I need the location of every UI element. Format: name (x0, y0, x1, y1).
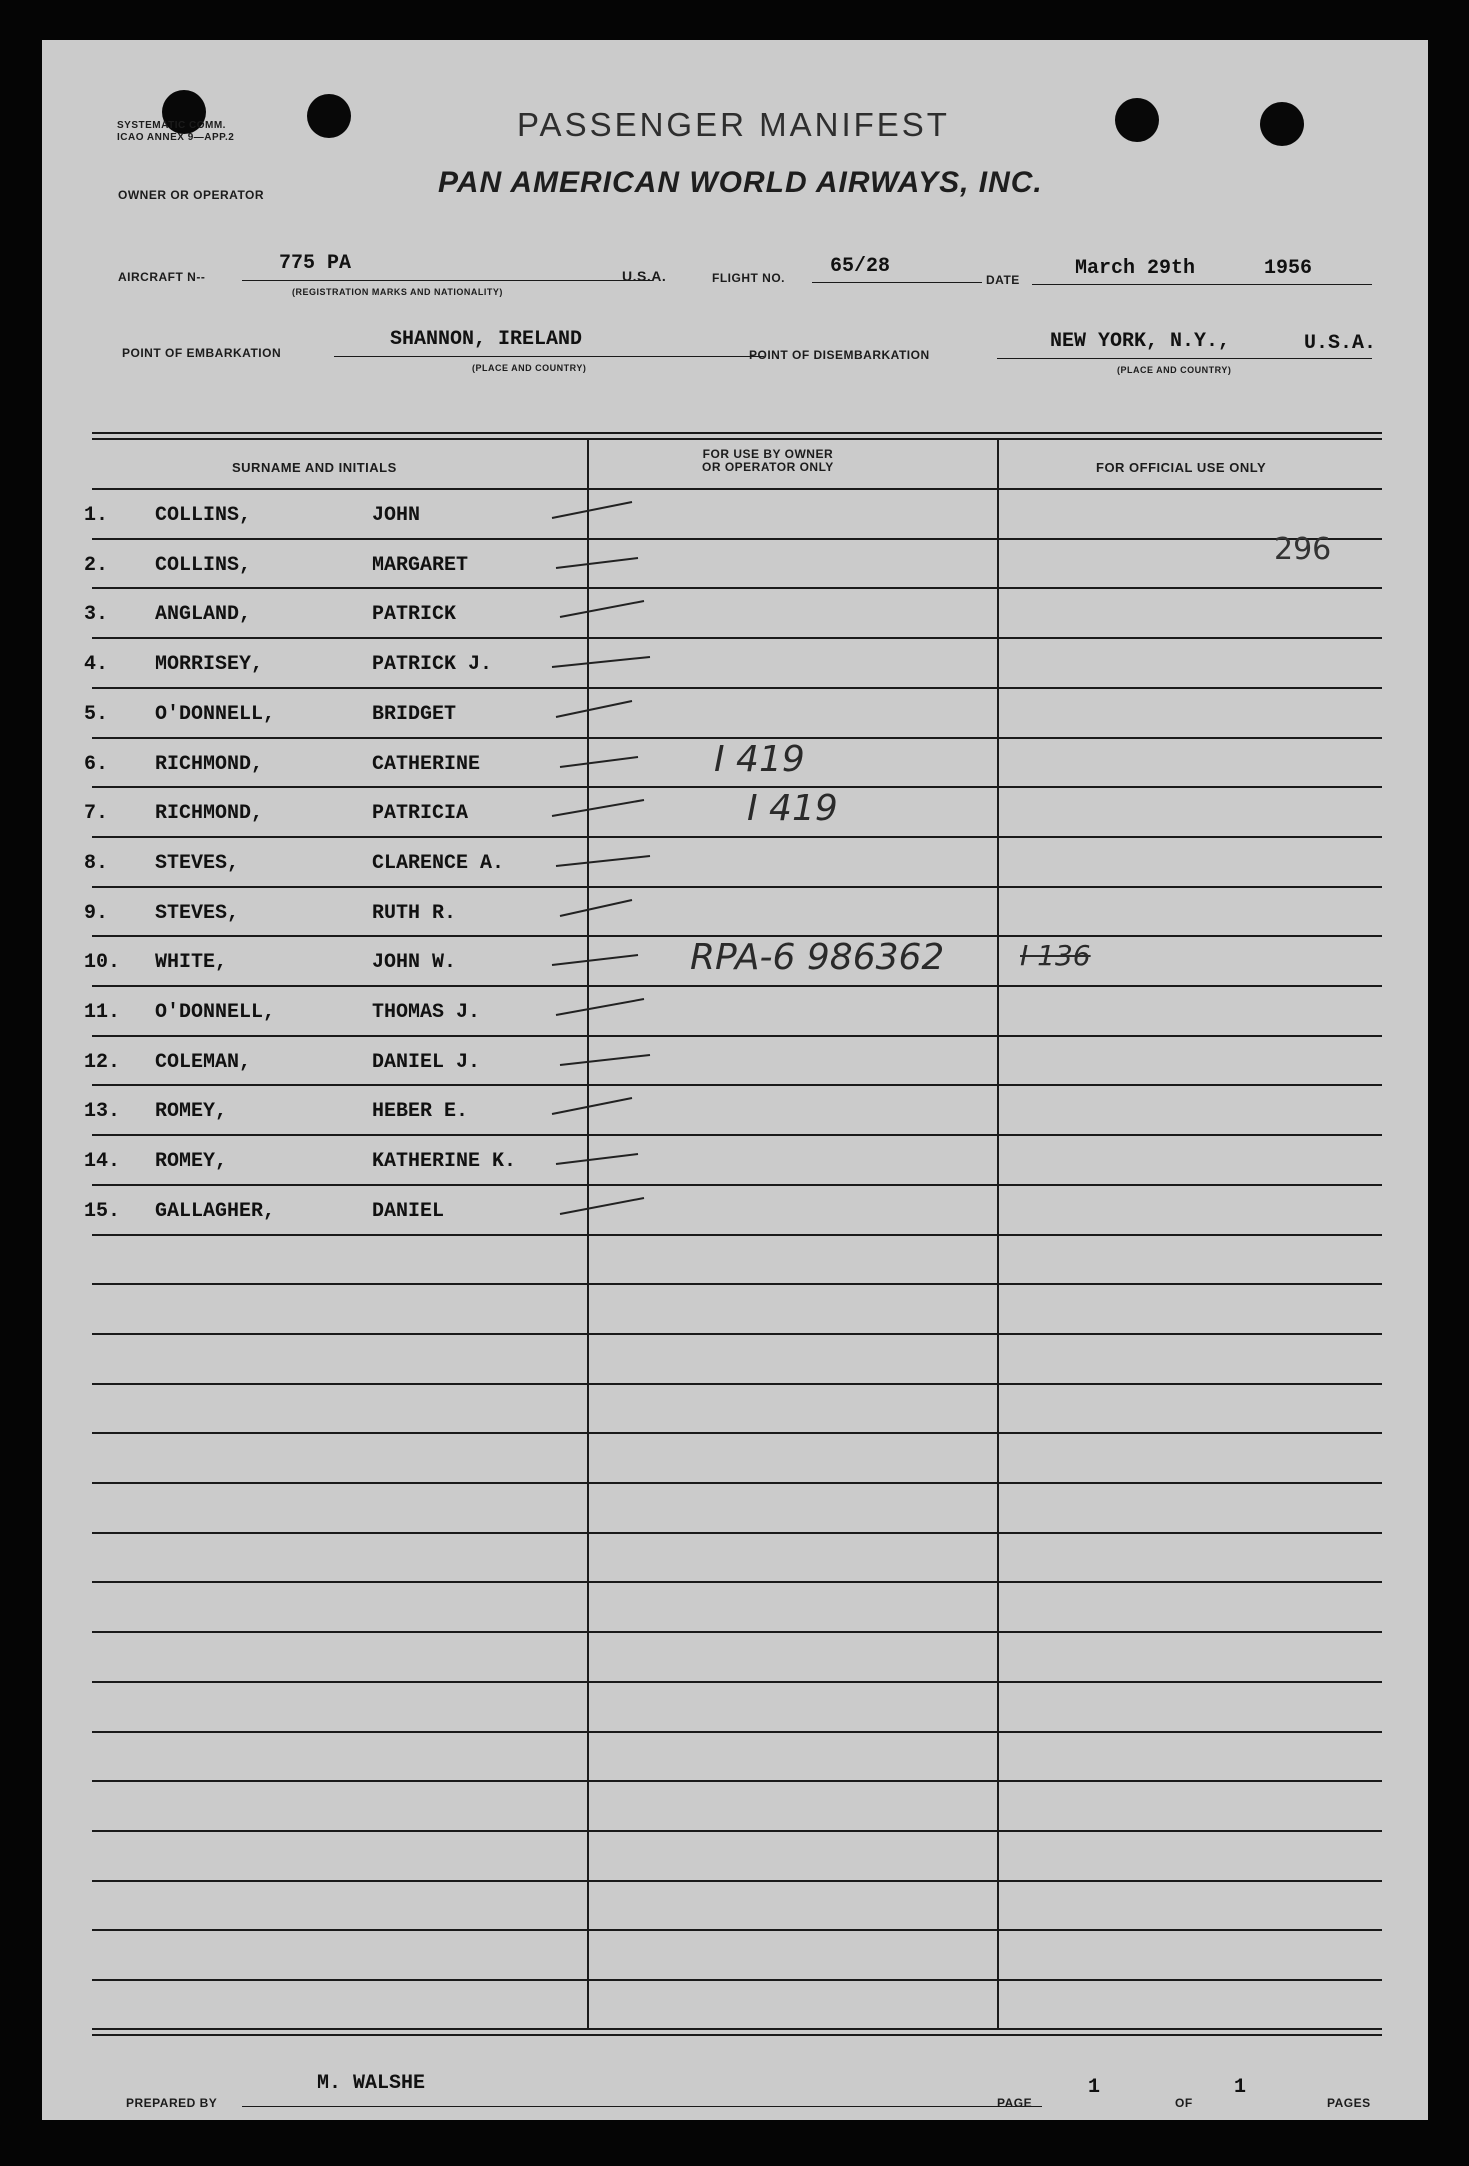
check-mark (560, 601, 644, 617)
passenger-surname: RICHMOND, (155, 802, 264, 825)
column-header-surname: SURNAME AND INITIALS (232, 460, 397, 475)
passenger-given-name: DANIEL (372, 1200, 445, 1223)
disembark-caption: (PLACE AND COUNTRY) (1117, 365, 1232, 375)
aircraft-label: AIRCRAFT N-- (118, 270, 206, 284)
passenger-number: 3. (84, 603, 109, 626)
disembark-country: U.S.A. (1304, 332, 1377, 355)
passenger-number: 10. (84, 951, 121, 974)
prepared-label: PREPARED BY (126, 2096, 218, 2110)
of-label: OF (1175, 2096, 1193, 2110)
passenger-number: 13. (84, 1100, 121, 1123)
passenger-given-name: MARGARET (372, 554, 469, 577)
passenger-number: 9. (84, 902, 109, 925)
passenger-surname: ANGLAND, (155, 603, 252, 626)
passenger-surname: COLLINS, (155, 554, 252, 577)
year-value: 1956 (1264, 257, 1313, 280)
check-mark (560, 1055, 650, 1065)
column-header-official: FOR OFFICIAL USE ONLY (1096, 460, 1267, 475)
passenger-given-name: CATHERINE (372, 753, 481, 776)
embark-value: SHANNON, IRELAND (390, 328, 583, 351)
passenger-given-name: BRIDGET (372, 703, 457, 726)
page-total: 1 (1234, 2076, 1247, 2099)
passenger-number: 15. (84, 1200, 121, 1223)
owner-note: RPA-6 986362 (690, 937, 945, 978)
date-value: March 29th (1075, 257, 1196, 280)
passenger-surname: RICHMOND, (155, 753, 264, 776)
country-code: U.S.A. (622, 268, 667, 284)
passenger-number: 8. (84, 852, 109, 875)
passenger-number: 2. (84, 554, 109, 577)
check-mark (552, 657, 650, 667)
passenger-given-name: PATRICK J. (372, 653, 493, 676)
check-mark (560, 1198, 644, 1214)
passenger-number: 12. (84, 1051, 121, 1074)
passenger-given-name: CLARENCE A. (372, 852, 505, 875)
passenger-surname: O'DONNELL, (155, 703, 276, 726)
check-mark (552, 955, 638, 965)
passenger-given-name: JOHN (372, 504, 421, 527)
operator-name: PAN AMERICAN WORLD AIRWAYS, INC. (438, 166, 1043, 199)
check-mark (556, 1154, 638, 1164)
passenger-surname: WHITE, (155, 951, 228, 974)
date-label: DATE (986, 273, 1020, 287)
column-header-line: FOR USE BY OWNER (702, 447, 834, 461)
passenger-surname: MORRISEY, (155, 653, 264, 676)
passenger-given-name: RUTH R. (372, 902, 457, 925)
passenger-given-name: PATRICIA (372, 802, 469, 825)
owner-label: OWNER OR OPERATOR (118, 188, 265, 202)
embark-label: POINT OF EMBARKATION (122, 346, 282, 360)
passenger-surname: STEVES, (155, 902, 240, 925)
passenger-surname: ROMEY, (155, 1150, 228, 1173)
passenger-number: 6. (84, 753, 109, 776)
passenger-given-name: KATHERINE K. (372, 1150, 517, 1173)
prepared-by: M. WALSHE (317, 2072, 426, 2095)
owner-note: I 419 (747, 788, 838, 829)
passenger-number: 14. (84, 1150, 121, 1173)
check-marks (42, 40, 1428, 2120)
page-title: PASSENGER MANIFEST (517, 106, 950, 143)
passenger-number: 7. (84, 802, 109, 825)
aircraft-caption: (REGISTRATION MARKS AND NATIONALITY) (292, 287, 503, 297)
passenger-surname: STEVES, (155, 852, 240, 875)
check-mark (556, 558, 638, 568)
check-mark (552, 502, 632, 518)
disembark-value: NEW YORK, N.Y., (1050, 330, 1231, 353)
embark-caption: (PLACE AND COUNTRY) (472, 363, 587, 373)
passenger-number: 5. (84, 703, 109, 726)
manifest-sheet (42, 40, 1428, 2120)
flight-number: 65/28 (830, 255, 891, 278)
form-reference-line: ICAO ANNEX 9—APP.2 (117, 132, 235, 143)
passenger-given-name: PATRICK (372, 603, 457, 626)
passenger-given-name: THOMAS J. (372, 1001, 481, 1024)
passenger-given-name: HEBER E. (372, 1100, 469, 1123)
official-note: 296 (1274, 532, 1332, 567)
check-mark (560, 900, 632, 916)
official-note: I 136 (1020, 939, 1091, 972)
page-number: 1 (1088, 2076, 1101, 2099)
passenger-given-name: JOHN W. (372, 951, 457, 974)
flight-label: FLIGHT NO. (712, 271, 785, 285)
passenger-number: 1. (84, 504, 109, 527)
owner-note: I 419 (714, 739, 805, 780)
passenger-surname: COLLINS, (155, 504, 252, 527)
check-mark (556, 856, 650, 866)
passenger-number: 4. (84, 653, 109, 676)
check-mark (552, 800, 644, 816)
aircraft-value: 775 PA (279, 252, 352, 275)
check-mark (556, 701, 632, 717)
passenger-surname: GALLAGHER, (155, 1200, 276, 1223)
page-label: PAGE (997, 2096, 1033, 2110)
passenger-surname: O'DONNELL, (155, 1001, 276, 1024)
pages-label: PAGES (1327, 2096, 1371, 2110)
passenger-number: 11. (84, 1001, 121, 1024)
passenger-surname: ROMEY, (155, 1100, 228, 1123)
passenger-surname: COLEMAN, (155, 1051, 252, 1074)
check-mark (556, 999, 644, 1015)
check-mark (560, 757, 638, 767)
column-header-line: OR OPERATOR ONLY (702, 460, 834, 474)
passenger-given-name: DANIEL J. (372, 1051, 481, 1074)
form-reference-line: SYSTEMATIC COMM. (117, 120, 226, 131)
disembark-label: POINT OF DISEMBARKATION (749, 348, 930, 362)
check-mark (552, 1098, 632, 1114)
